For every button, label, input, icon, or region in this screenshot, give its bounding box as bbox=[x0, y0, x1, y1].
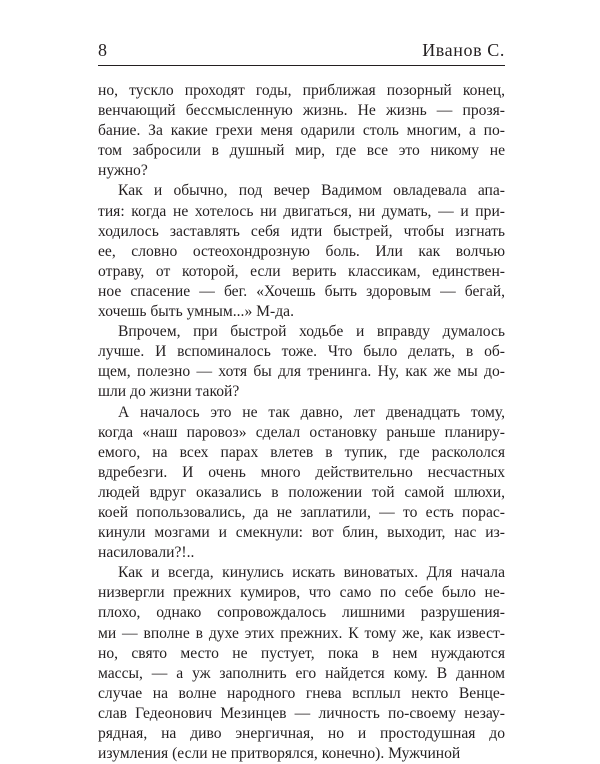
text-line: вдребезги. И очень много действительно несчастных bbox=[98, 463, 505, 481]
text-line: нужно? bbox=[98, 162, 148, 180]
paragraph bbox=[98, 81, 505, 181]
paragraph bbox=[98, 181, 505, 322]
text-line: насиловали?!.. bbox=[98, 544, 195, 562]
text-line: случае на волне народного гнева всплыл некто Венце- bbox=[98, 684, 505, 702]
page-number: 8 bbox=[98, 40, 107, 60]
text-line: коей попользовались, да не заплатили, — то есть порас- bbox=[98, 503, 505, 521]
text-line: ходилось заставлять себя идти быстрей, чтобы изгнать bbox=[98, 222, 505, 240]
text-line: изумления (если не притворялся, конечно). Мужчиной bbox=[98, 745, 461, 763]
paragraph bbox=[98, 403, 505, 564]
text-line: низвергли прежних кумиров, что само по себе было не- bbox=[98, 584, 505, 602]
text-line: емого, на всех парах влетев в тупик, где раскололся bbox=[98, 443, 505, 461]
text-line: венчающий бессмысленную жизнь. Не жизнь — прозя- bbox=[98, 102, 505, 120]
text-line: кинули мозгами и смекнули: вот блин, выходит, нас из- bbox=[98, 524, 505, 542]
text-line: но, свято место не пустует, пока в нем нуждаются bbox=[98, 644, 505, 662]
header-rule bbox=[98, 65, 505, 66]
text-line: щем, полезно — хотя бы для тренинга. Ну, как же мы до- bbox=[98, 363, 505, 381]
text-line: ее, словно остеохондрозную боль. Или как волчью bbox=[98, 242, 505, 260]
text-line: Впрочем, при быстрой ходьбе и вправду думалось bbox=[118, 323, 505, 341]
text-line: слав Гедеонович Мезинцев — личность по-своему незау- bbox=[98, 704, 505, 722]
text-line: шли до жизни такой? bbox=[98, 383, 240, 401]
text-line: массы, — а уж заполнить его найдется кому. В данном bbox=[98, 664, 505, 682]
page-header bbox=[98, 38, 505, 64]
paragraph bbox=[98, 322, 505, 402]
text-line: тия: когда не хотелось ни двигаться, ни думать, — и при- bbox=[98, 202, 505, 220]
running-head-author: Иванов С. bbox=[422, 40, 505, 60]
text-line: бание. За какие грехи меня одарили столь многим, а по- bbox=[98, 122, 505, 140]
text-line: том забросили в душный мир, где все это никому не bbox=[98, 142, 505, 160]
text-line: хочешь быть умным...» М-да. bbox=[98, 303, 294, 321]
text-line: отраву, от которой, если верить классикам, единствен- bbox=[98, 262, 505, 280]
text-line: когда «наш паровоз» сделал остановку раньше планиру- bbox=[98, 423, 505, 441]
text-line: А началось это не так давно, лет двенадцать тому, bbox=[118, 403, 505, 421]
text-line: Как и всегда, кинулись искать виноватых. Для начала bbox=[118, 564, 505, 582]
text-line: ми — вполне в духе этих прежних. К тому же, как извест- bbox=[98, 624, 505, 642]
paragraph bbox=[98, 563, 505, 764]
text-line: но, тускло проходят годы, приближая позорный конец, bbox=[98, 82, 505, 99]
text-line: рядная, на диво энергичная, но и простодушная до bbox=[98, 725, 505, 742]
text-line: лучше. И вспоминалось тоже. Что было делать, в об- bbox=[98, 343, 505, 361]
text-line: ное спасение — бег. «Хочешь быть здоровым — бегай, bbox=[98, 282, 505, 300]
text-line: плохо, однако сопровождалось лишними разрушения- bbox=[98, 604, 505, 622]
text-line: Как и обычно, под вечер Вадимом овладевала апа- bbox=[118, 182, 505, 200]
text-line: людей вдруг оказались в положении той самой шлюхи, bbox=[98, 483, 505, 501]
body-text bbox=[98, 81, 505, 764]
